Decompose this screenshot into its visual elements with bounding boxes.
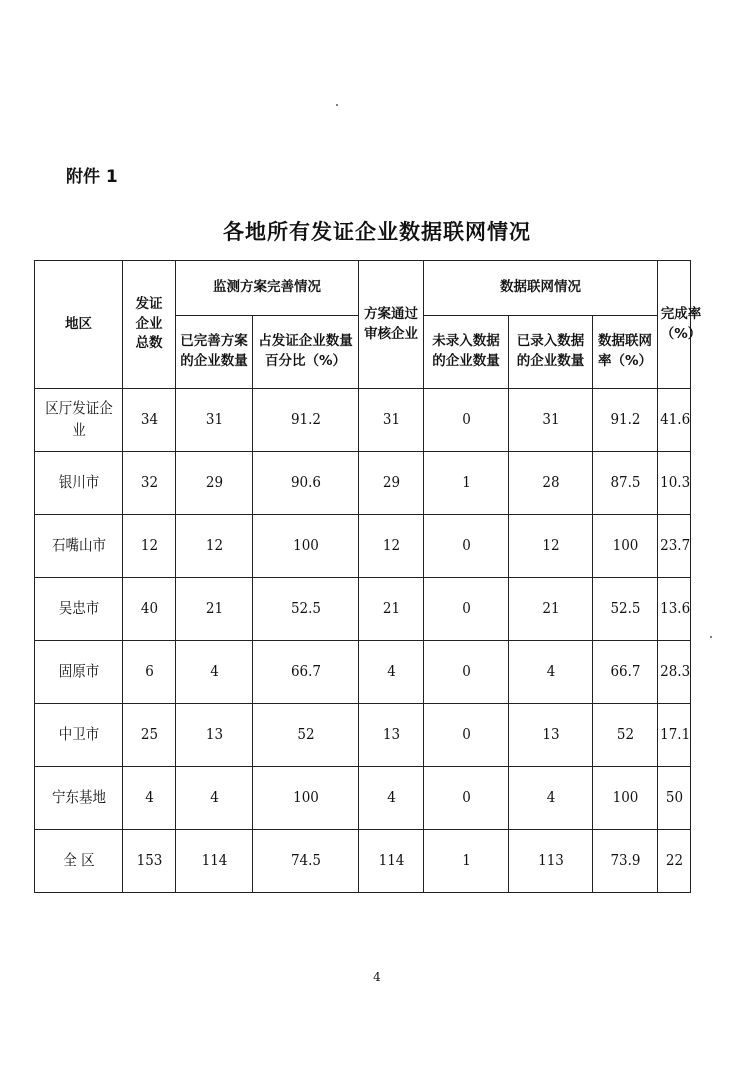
cell-network-rate: 91.2 <box>596 389 655 452</box>
cell-completion: 28.3 <box>659 641 689 704</box>
cell-monitor-done: 12 <box>179 515 248 578</box>
table-row <box>35 641 691 704</box>
cell-entered: 13 <box>513 704 589 767</box>
cell-monitor-pct: 100 <box>258 767 353 830</box>
cell-total: 12 <box>125 515 173 578</box>
cell-region: 宁东基地 <box>39 767 118 830</box>
cell-approved: 4 <box>362 767 421 830</box>
cell-not-entered: 1 <box>428 452 505 515</box>
cell-monitor-pct: 52 <box>258 704 353 767</box>
cell-network-rate: 100 <box>596 767 655 830</box>
data-table <box>34 260 702 893</box>
cell-completion: 50 <box>659 767 689 830</box>
header-entered: 已录入数据的企业数量 <box>509 316 593 389</box>
cell-completion: 17.1 <box>659 704 689 767</box>
cell-total: 34 <box>125 389 173 452</box>
cell-region: 区厅发证企业 <box>39 389 118 452</box>
cell-monitor-pct: 52.5 <box>258 578 353 641</box>
header-total: 发证企业总数 <box>123 261 176 389</box>
cell-monitor-done: 114 <box>179 830 248 893</box>
cell-network-rate: 73.9 <box>596 830 655 893</box>
scan-speck <box>336 104 338 106</box>
cell-network-rate: 52 <box>596 704 655 767</box>
cell-entered: 21 <box>513 578 589 641</box>
cell-total: 4 <box>125 767 173 830</box>
cell-monitor-pct: 91.2 <box>258 389 353 452</box>
table-row <box>35 389 691 452</box>
cell-not-entered: 0 <box>428 641 505 704</box>
cell-not-entered: 1 <box>428 830 505 893</box>
cell-total: 153 <box>125 830 173 893</box>
header-not-entered: 未录入数据的企业数量 <box>424 316 509 389</box>
cell-not-entered: 0 <box>428 515 505 578</box>
cell-completion: 23.7 <box>659 515 689 578</box>
cell-not-entered: 0 <box>428 767 505 830</box>
cell-total: 32 <box>125 452 173 515</box>
header-region: 地区 <box>35 261 123 389</box>
cell-monitor-pct: 74.5 <box>258 830 353 893</box>
cell-monitor-done: 29 <box>179 452 248 515</box>
cell-monitor-done: 21 <box>179 578 248 641</box>
cell-region: 固原市 <box>39 641 118 704</box>
cell-monitor-done: 31 <box>179 389 248 452</box>
page-number: 4 <box>373 970 381 984</box>
header-monitor-done: 已完善方案的企业数量 <box>176 316 253 389</box>
cell-entered: 113 <box>513 830 589 893</box>
page-title: 各地所有发证企业数据联网情况 <box>223 220 531 244</box>
cell-completion: 10.3 <box>659 452 689 515</box>
cell-total: 6 <box>125 641 173 704</box>
cell-not-entered: 0 <box>428 704 505 767</box>
cell-network-rate: 100 <box>596 515 655 578</box>
cell-completion: 13.6 <box>659 578 689 641</box>
cell-not-entered: 0 <box>428 578 505 641</box>
table-row <box>35 767 691 830</box>
cell-completion: 41.6 <box>659 389 689 452</box>
cell-entered: 4 <box>513 767 589 830</box>
cell-approved: 29 <box>362 452 421 515</box>
cell-approved: 13 <box>362 704 421 767</box>
header-approved: 方案通过审核企业 <box>359 261 424 389</box>
header-monitor-pct: 占发证企业数量百分比（%） <box>253 316 359 389</box>
cell-monitor-pct: 100 <box>258 515 353 578</box>
table-row <box>35 704 691 767</box>
cell-monitor-pct: 90.6 <box>258 452 353 515</box>
cell-network-rate: 87.5 <box>596 452 655 515</box>
cell-region: 中卫市 <box>39 704 118 767</box>
cell-entered: 28 <box>513 452 589 515</box>
cell-monitor-pct: 66.7 <box>258 641 353 704</box>
attachment-label: 附件 1 <box>66 167 118 187</box>
cell-region: 银川市 <box>39 452 118 515</box>
cell-completion: 22 <box>659 830 689 893</box>
cell-network-rate: 66.7 <box>596 641 655 704</box>
cell-region: 全 区 <box>39 830 118 893</box>
header-monitor-group: 监测方案完善情况 <box>176 261 359 316</box>
cell-approved: 21 <box>362 578 421 641</box>
cell-approved: 12 <box>362 515 421 578</box>
header-completion: 完成率（%） <box>658 261 691 389</box>
cell-approved: 4 <box>362 641 421 704</box>
cell-region: 石嘴山市 <box>39 515 118 578</box>
table-row <box>35 452 691 515</box>
cell-network-rate: 52.5 <box>596 578 655 641</box>
cell-entered: 12 <box>513 515 589 578</box>
header-network-group: 数据联网情况 <box>424 261 658 316</box>
cell-entered: 31 <box>513 389 589 452</box>
cell-entered: 4 <box>513 641 589 704</box>
cell-region: 吴忠市 <box>39 578 118 641</box>
table-row <box>35 830 691 893</box>
cell-not-entered: 0 <box>428 389 505 452</box>
scan-speck <box>710 636 712 638</box>
cell-monitor-done: 4 <box>179 767 248 830</box>
table-row <box>35 578 691 641</box>
cell-monitor-done: 13 <box>179 704 248 767</box>
cell-approved: 114 <box>362 830 421 893</box>
table-row <box>35 515 691 578</box>
cell-total: 40 <box>125 578 173 641</box>
cell-approved: 31 <box>362 389 421 452</box>
cell-monitor-done: 4 <box>179 641 248 704</box>
cell-total: 25 <box>125 704 173 767</box>
header-network-rate: 数据联网率（%） <box>593 316 658 389</box>
